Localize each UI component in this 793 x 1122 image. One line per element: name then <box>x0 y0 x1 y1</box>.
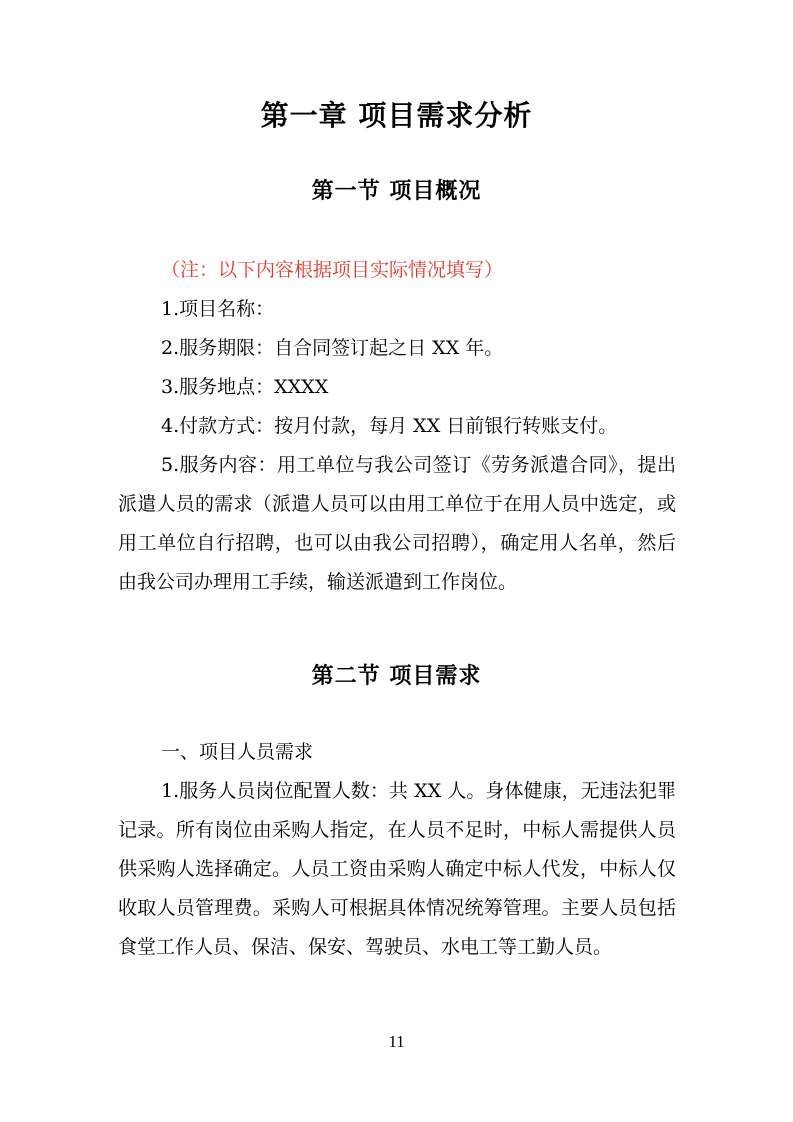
payment-method-line: 4.付款方式：按月付款，每月 XX 日前银行转账支付。 <box>161 415 618 437</box>
service-content-paragraph: 5.服务内容：用工单位与我公司签订《劳务派遣合同》，提出派遣人员的需求（派遣人员可以由用工单位于在用人员中选定，或用工单位自行招聘，也可以由我公司招聘），确定用人名单，然后由我公司办理用工手续，输送派遣到工作岗位。 <box>118 454 676 593</box>
fill-in-note: （注：以下内容根据项目实际情况填写） <box>161 259 504 281</box>
service-location-line: 3.服务地点：XXXX <box>161 376 329 398</box>
service-period-line: 2.服务期限：自合同签订起之日 XX 年。 <box>161 337 504 359</box>
section-overview-body <box>118 251 676 602</box>
page-number: 11 <box>388 1032 405 1051</box>
section-title-overview: 第一节 项目概况 <box>311 179 482 204</box>
personnel-subheading: 一、项目人员需求 <box>161 741 314 763</box>
chapter-title: 第一章 项目需求分析 <box>260 99 533 132</box>
section-requirements-body <box>118 733 676 967</box>
section-title-requirements: 第二节 项目需求 <box>311 664 482 689</box>
project-name-line: 1.项目名称： <box>161 298 275 320</box>
personnel-requirements-paragraph: 1.服务人员岗位配置人数：共 XX 人。身体健康，无违法犯罪记录。所有岗位由采购人指定，在人员不足时，中标人需提供人员供采购人选择确定。人员工资由采购人确定中标人代发，中标人仅收取人员管理费。采购人可根据具体情况统筹管理。主要人员包括食堂工作人员、保洁、保安、驾驶员、水电工等工勤人员。 <box>118 780 676 958</box>
